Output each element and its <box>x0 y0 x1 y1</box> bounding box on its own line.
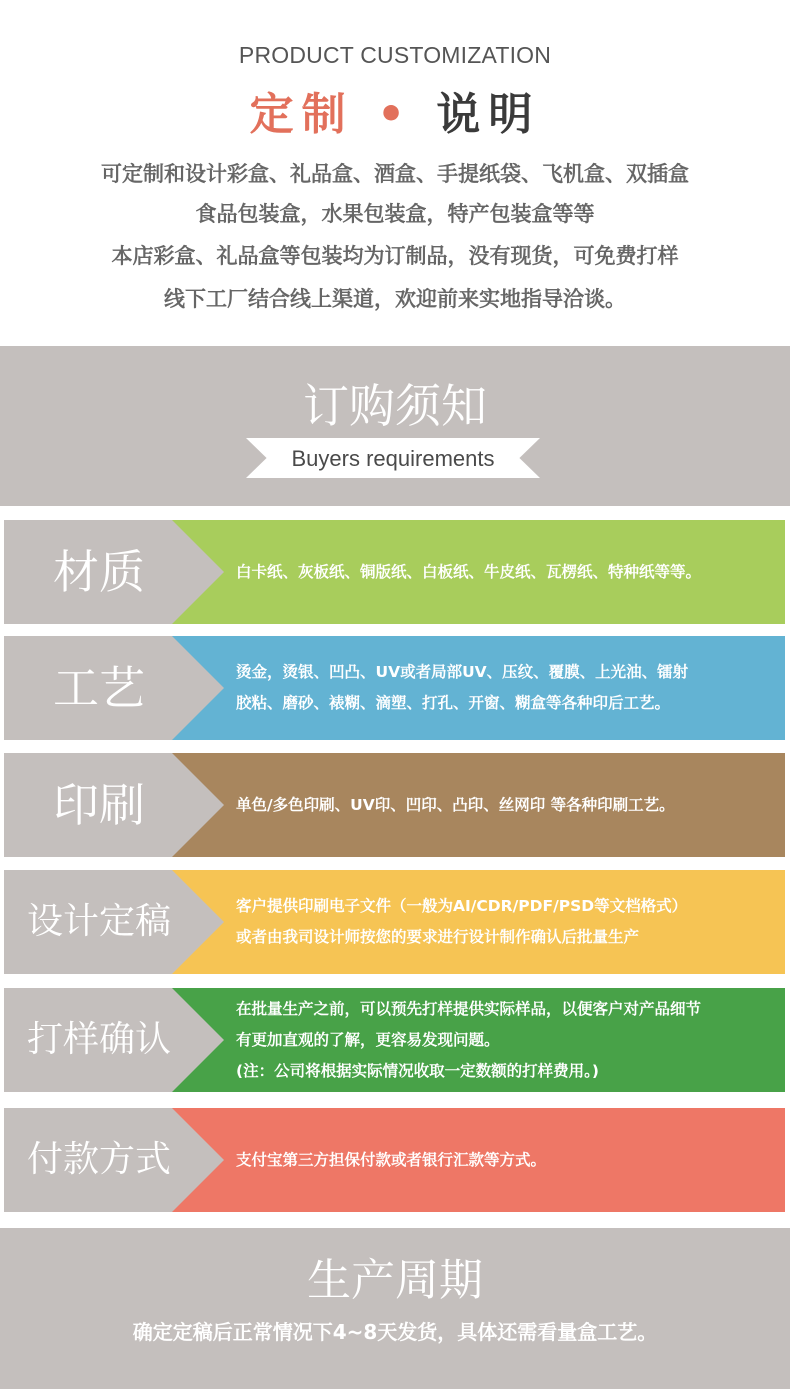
row-content <box>236 636 775 740</box>
intro-line: 本店彩盒、礼品盒等包装均为订制品，没有现货，可免费打样 <box>111 244 679 268</box>
row-label: 设计定稿 <box>26 901 171 942</box>
row-printing <box>4 753 785 857</box>
row-line: 支付宝第三方担保付款或者银行汇款等方式。 <box>236 1150 547 1169</box>
row-line: 客户提供印刷电子文件（一般为AI/CDR/PDF/PSD等文档格式） <box>236 897 688 915</box>
row-line: 胶粘、磨砂、裱糊、滴塑、打孔、开窗、糊盒等各种印后工艺。 <box>236 694 671 712</box>
intro-line: 食品包装盒，水果包装盒，特产包装盒等等 <box>195 202 595 226</box>
row-content <box>236 870 775 974</box>
row-label: 打样确认 <box>26 1019 171 1060</box>
row-content <box>236 753 775 857</box>
row-label: 工艺 <box>53 661 145 715</box>
production-cycle-text: 确定定稿后正常情况下4~8天发货，具体还需看量盒工艺。 <box>132 1320 658 1344</box>
row-design <box>4 870 785 974</box>
intro-line: 可定制和设计彩盒、礼品盒、酒盒、手提纸袋、飞机盒、双插盒 <box>101 162 689 186</box>
row-label: 付款方式 <box>26 1139 171 1180</box>
row-line: 烫金，烫银、凹凸、UV或者局部UV、压纹、覆膜、上光油、镭射 <box>236 663 689 681</box>
row-content <box>236 988 775 1092</box>
row-craft <box>4 636 785 740</box>
row-content <box>236 520 775 624</box>
row-line: 有更加直观的了解，更容易发现问题。 <box>236 1030 500 1049</box>
row-line: (注：公司将根据实际情况收取一定数额的打样费用。) <box>236 1061 599 1080</box>
row-label: 材质 <box>53 545 145 599</box>
row-line: 在批量生产之前，可以预先打样提供实际样品，以便客户对产品细节 <box>236 999 702 1018</box>
subtitle: PRODUCT CUSTOMIZATION <box>238 42 552 68</box>
intro-line: 线下工厂结合线上渠道，欢迎前来实地指导洽谈。 <box>164 287 626 311</box>
row-line: 单色/多色印刷、UV印、凹印、凸印、丝网印 等各种印刷工艺。 <box>236 795 675 814</box>
row-material <box>4 520 785 624</box>
title-left: 定制 <box>249 89 354 140</box>
row-label: 印刷 <box>53 778 145 832</box>
title-right: 说明 <box>436 89 541 140</box>
ribbon-text: Buyers requirements <box>291 446 495 471</box>
banner-title: 订购须知 <box>303 379 487 433</box>
production-cycle-title: 生产周期 <box>307 1255 483 1306</box>
row-sample <box>4 988 785 1092</box>
title-dot: • <box>376 89 414 140</box>
row-line: 或者由我司设计师按您的要求进行设计制作确认后批量生产 <box>236 928 640 946</box>
row-payment <box>4 1108 785 1212</box>
row-content <box>236 1108 775 1212</box>
page-title <box>0 78 790 142</box>
row-line: 白卡纸、灰板纸、铜版纸、白板纸、牛皮纸、瓦楞纸、特种纸等等。 <box>236 562 702 581</box>
